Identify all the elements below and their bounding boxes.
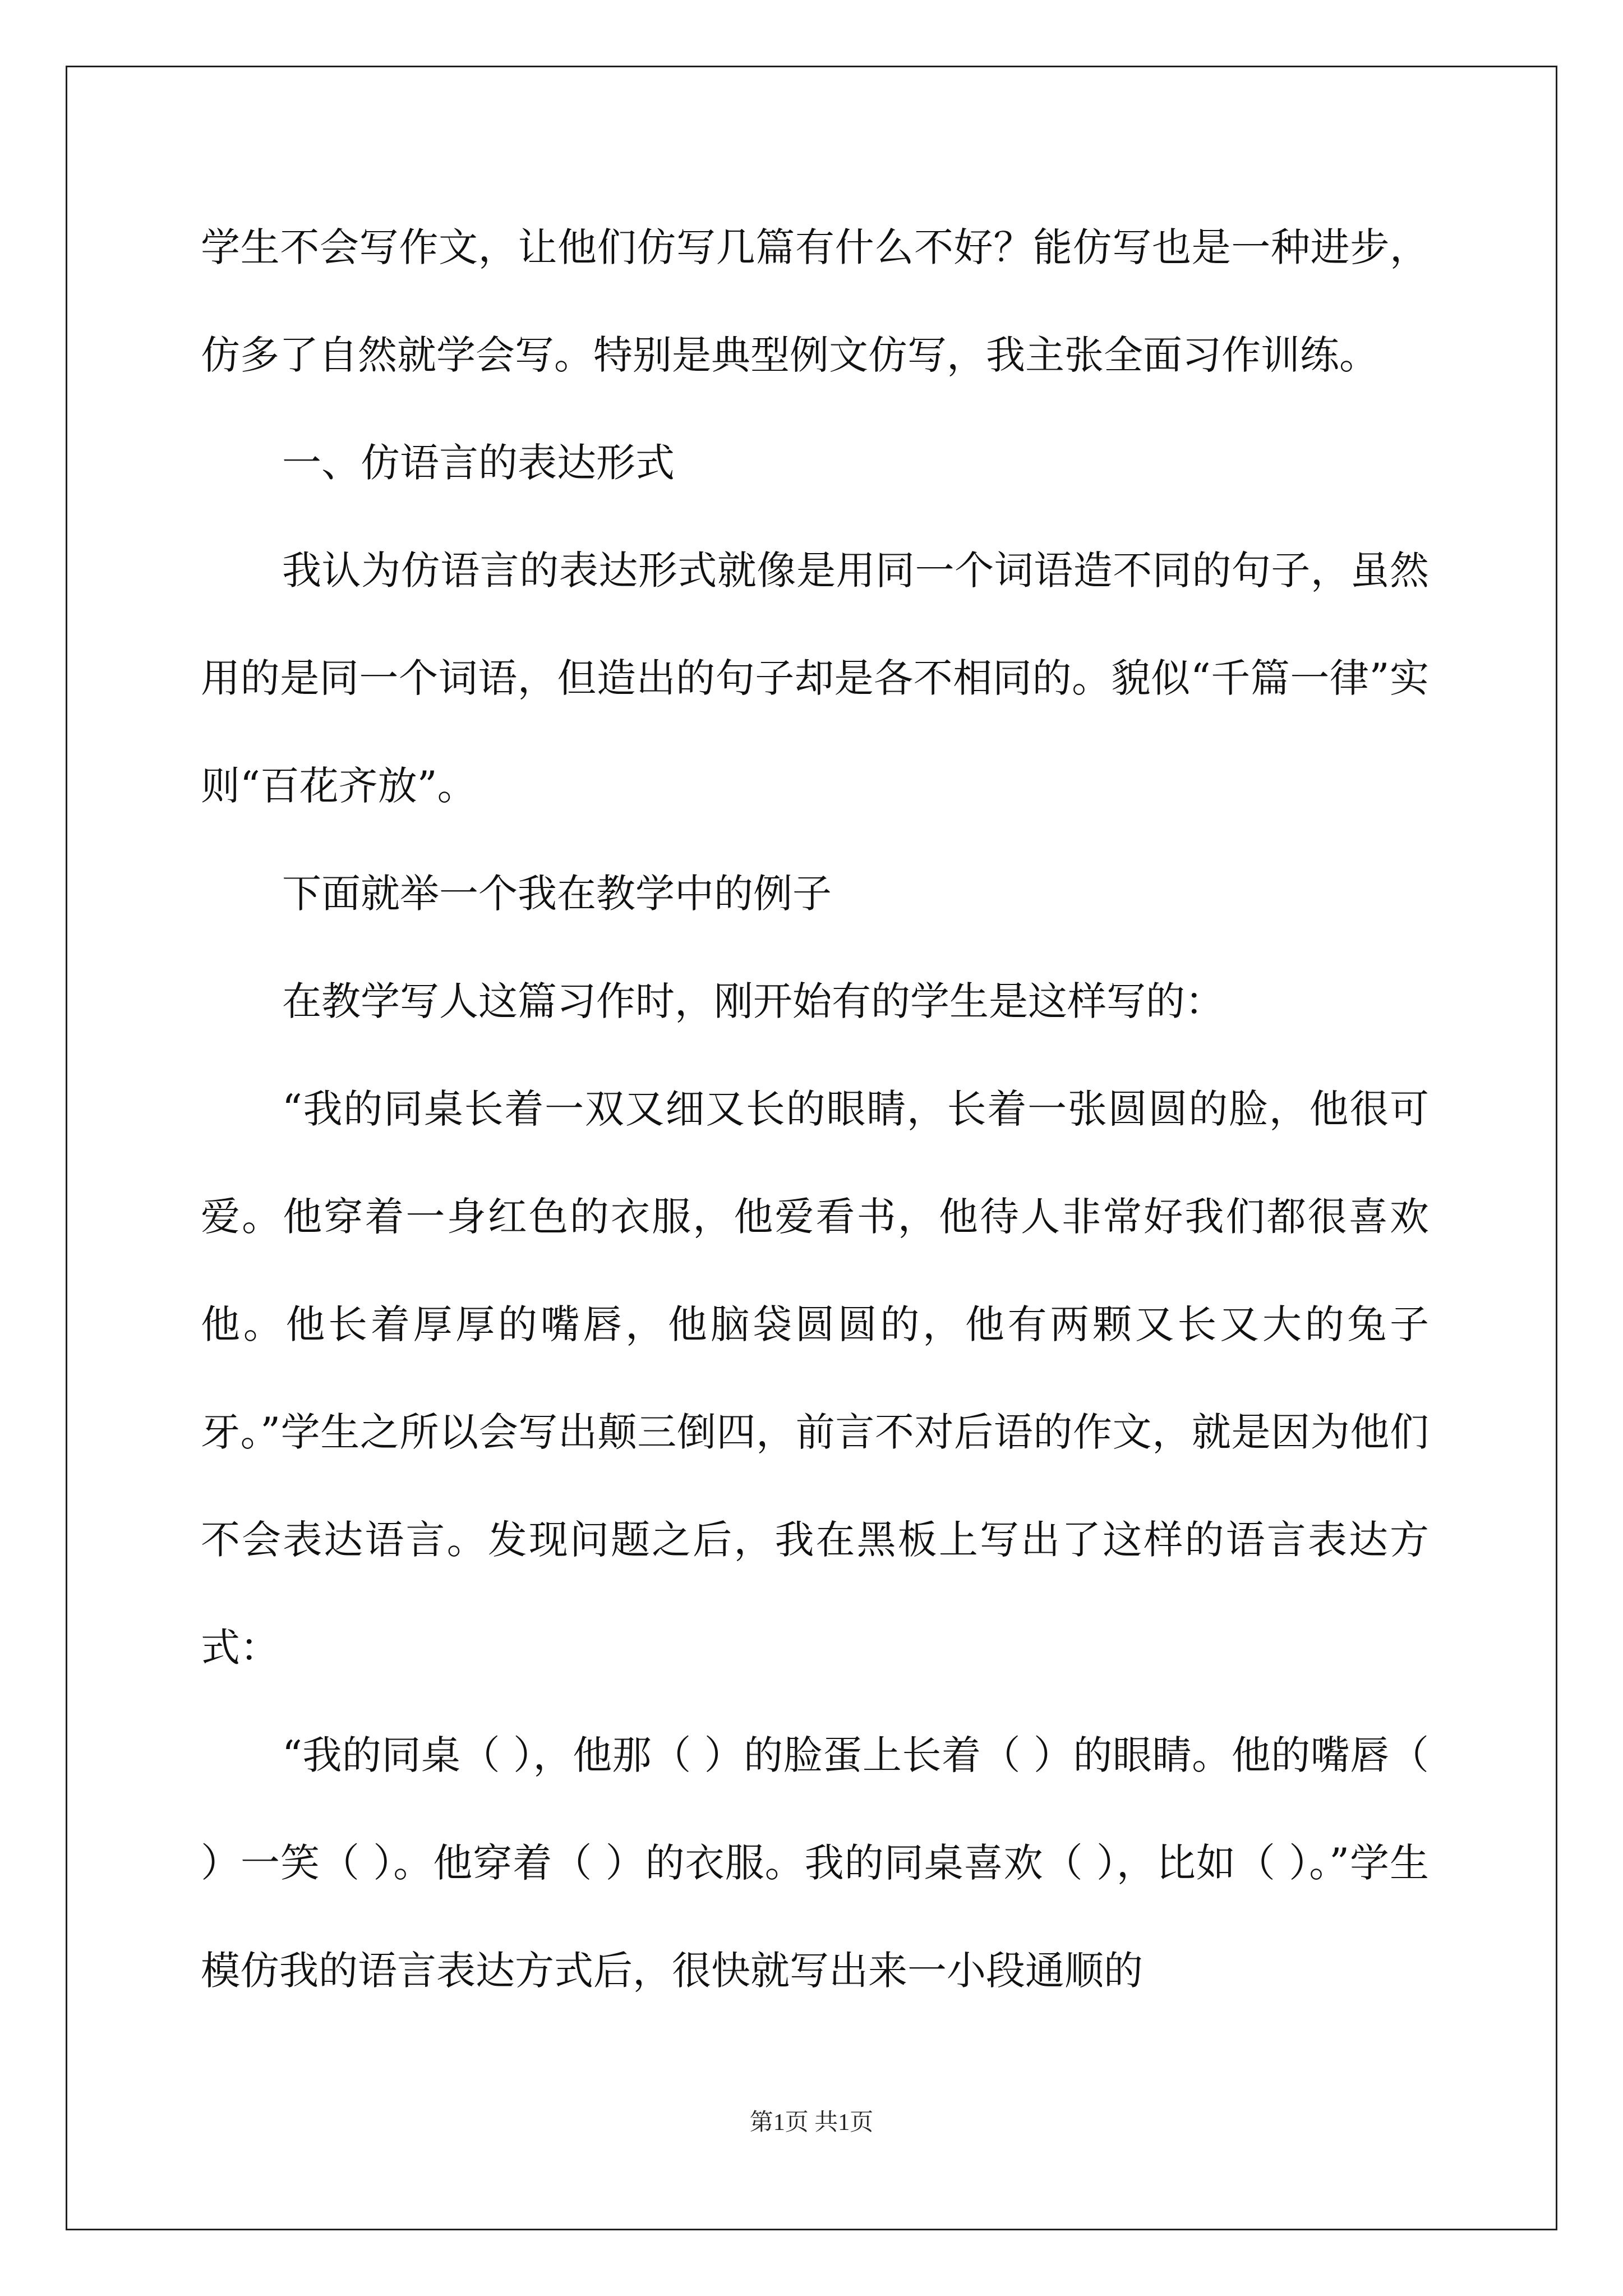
page-footer: 第1页 共1页 — [749, 2110, 874, 2136]
paragraph-7: “我的同桌（ ），他那（ ）的脸蛋上长着（ ）的眼睛。他的嘴唇（ ）一笑（ ）。他穿着（ ）的衣服。我的同桌喜欢（ ），比如（ ）。”学生模仿我的语言表达方式后，很快就写出来一小段通顺的 — [201, 1732, 1429, 1994]
paragraph-5: 在教学写人这篇习作时，刚开始有的学生是这样写的： — [282, 978, 1224, 1024]
paragraph-1: 学生不会写作文，让他们仿写几篇有什么不好？能仿写也是一种进步，仿多了自然就学会写。特别是典型例文仿写，我主张全面习作训练。 — [201, 224, 1429, 378]
document-body — [201, 194, 1429, 2024]
paragraph-3: 我认为仿语言的表达形式就像是用同一个词语造不同的句子，虽然用的是同一个词语，但造出的句子却是各不相同的。貌似“千篇一律”实则“百花齐放”。 — [201, 547, 1429, 809]
paragraph-6: “我的同桌长着一双又细又长的眼睛，长着一张圆圆的脸，他很可爱。他穿着一身红色的衣服，他爱看书，他待人非常好我们都很喜欢他。他长着厚厚的嘴唇，他脑袋圆圆的，他有两颗又长又大的兔子牙。”学生之所以会写出颠三倒四，前言不对后语的作文，就是因为他们不会表达语言。发现问题之后，我在黑板上写出了这样的语言表达方式： — [201, 1086, 1429, 1671]
paragraph-heading: 一、仿语言的表达形式 — [282, 440, 675, 486]
paragraph-4: 下面就举一个我在教学中的例子 — [282, 871, 832, 917]
